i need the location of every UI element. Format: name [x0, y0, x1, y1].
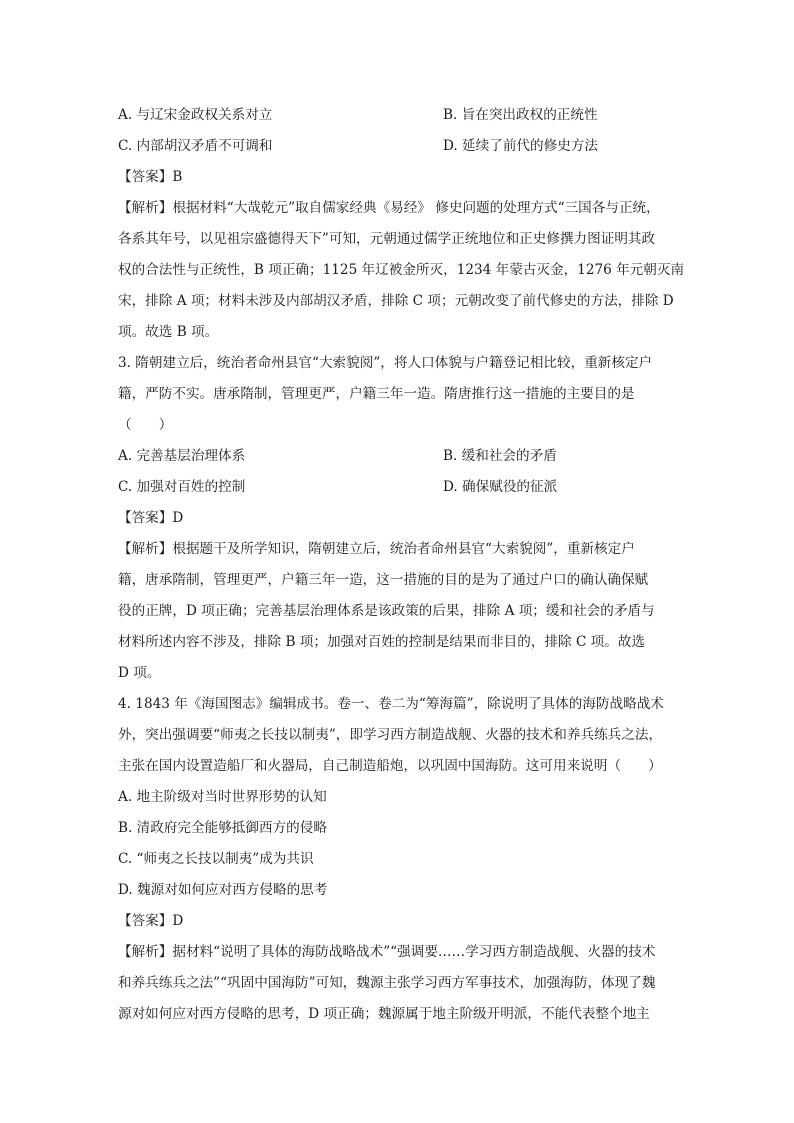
q2-options-row-2 [118, 131, 678, 162]
q4-option-c[interactable]: C. “师夷之长技以制夷”成为共识 [118, 851, 314, 867]
q4-analysis-line: 【解析】据材料“说明了具体的海防战略战术”“强调要……学习西方制造战舰、火器的技术 [118, 944, 656, 960]
q3-answer: 【答案】D [118, 510, 184, 526]
q4-option-a[interactable]: A. 地主阶级对当时世界形势的认知 [118, 789, 327, 805]
q3-analysis-line: 役的正牌，D 项正确；完善基层治理体系是该政策的后果，排除 A 项；缓和社会的矛盾与 [118, 603, 655, 619]
q3-stem-line: 3. 隋朝建立后，统治者命州县官“大索貌阅”，将人口体貌与户籍登记相比较，重新核定户 [118, 355, 653, 371]
q2-answer: 【答案】B [118, 169, 183, 185]
q4-option-d[interactable]: D. 魏源对如何应对西方侵略的思考 [118, 882, 328, 898]
q2-options-row-1 [118, 100, 678, 131]
q2-option-c[interactable]: C. 内部胡汉矛盾不可调和 [118, 138, 273, 154]
q2-analysis-line: 项。故选 B 项。 [118, 324, 219, 340]
q3-analysis-line: 籍，唐承隋制，管理更严，户籍三年一造，这一措施的目的是为了通过户口的确认确保赋 [118, 572, 649, 588]
q4-analysis-line: 和养兵练兵之法”“巩固中国海防”可知，魏源主张学习西方军事技术，加强海防，体现了魏 [118, 975, 656, 991]
q3-options-row-2 [118, 472, 678, 503]
q3-option-b[interactable]: B. 缓和社会的矛盾 [443, 448, 557, 464]
q2-analysis-line: 【解析】根据材料“大哉乾元”取自儒家经典《易经》 修史问题的处理方式“三国各与正统， [118, 200, 660, 216]
document-page [118, 100, 685, 1030]
q2-option-a[interactable]: A. 与辽宋金政权关系对立 [118, 107, 273, 123]
q3-stem-bracket: （ ） [118, 417, 173, 433]
q4-answer: 【答案】D [118, 913, 184, 929]
q2-analysis-line: 各系其年号，以见祖宗盛德得天下”可知，元朝通过儒学正统地位和正史修撰力图证明其政 [118, 231, 656, 247]
q3-stem-line: 籍，严防不实。唐承隋制，管理更严，户籍三年一造。隋唐推行这一措施的主要目的是 [118, 386, 635, 402]
q4-stem-line: 主张在国内设置造船厂和火器局，自己制造船炮，以巩固中国海防。这可用来说明（ ） [118, 758, 662, 774]
q4-option-b[interactable]: B. 清政府完全能够抵御西方的侵略 [118, 820, 327, 836]
q3-option-c[interactable]: C. 加强对百姓的控制 [118, 479, 246, 495]
q2-analysis-line: 权的合法性与正统性，B 项正确；1125 年辽被金所灭，1234 年蒙古灭金，1276 年元朝灭南 [118, 262, 685, 278]
q2-option-d[interactable]: D. 延续了前代的修史方法 [443, 138, 598, 154]
q2-option-b[interactable]: B. 旨在突出政权的正统性 [443, 107, 598, 123]
q4-stem-line: 外，突出强调要“师夷之长技以制夷”，即学习西方制造战舰、火器的技术和养兵练兵之法， [118, 727, 663, 743]
q2-analysis-line: 宋，排除 A 项；材料未涉及内部胡汉矛盾，排除 C 项；元朝改变了前代修史的方法，排除 D [118, 293, 674, 309]
q4-analysis-line: 源对如何应对西方侵略的思考，D 项正确；魏源属于地主阶级开明派，不能代表整个地主 [118, 1006, 650, 1022]
q4-stem-line: 4. 1843 年《海国图志》编辑成书。卷一、卷二为“筹海篇”，除说明了具体的海防战略战术 [118, 696, 664, 712]
q3-options-row-1 [118, 441, 678, 472]
q3-analysis-line: 【解析】根据题干及所学知识，隋朝建立后，统治者命州县官“大索貌阅”，重新核定户 [118, 541, 635, 557]
q3-analysis-line: 材料所述内容不涉及，排除 B 项；加强对百姓的控制是结果而非目的，排除 C 项。故选 [118, 634, 646, 650]
q3-option-d[interactable]: D. 确保赋役的征派 [443, 479, 558, 495]
q3-option-a[interactable]: A. 完善基层治理体系 [118, 448, 246, 464]
q3-analysis-line: D 项。 [118, 665, 161, 681]
